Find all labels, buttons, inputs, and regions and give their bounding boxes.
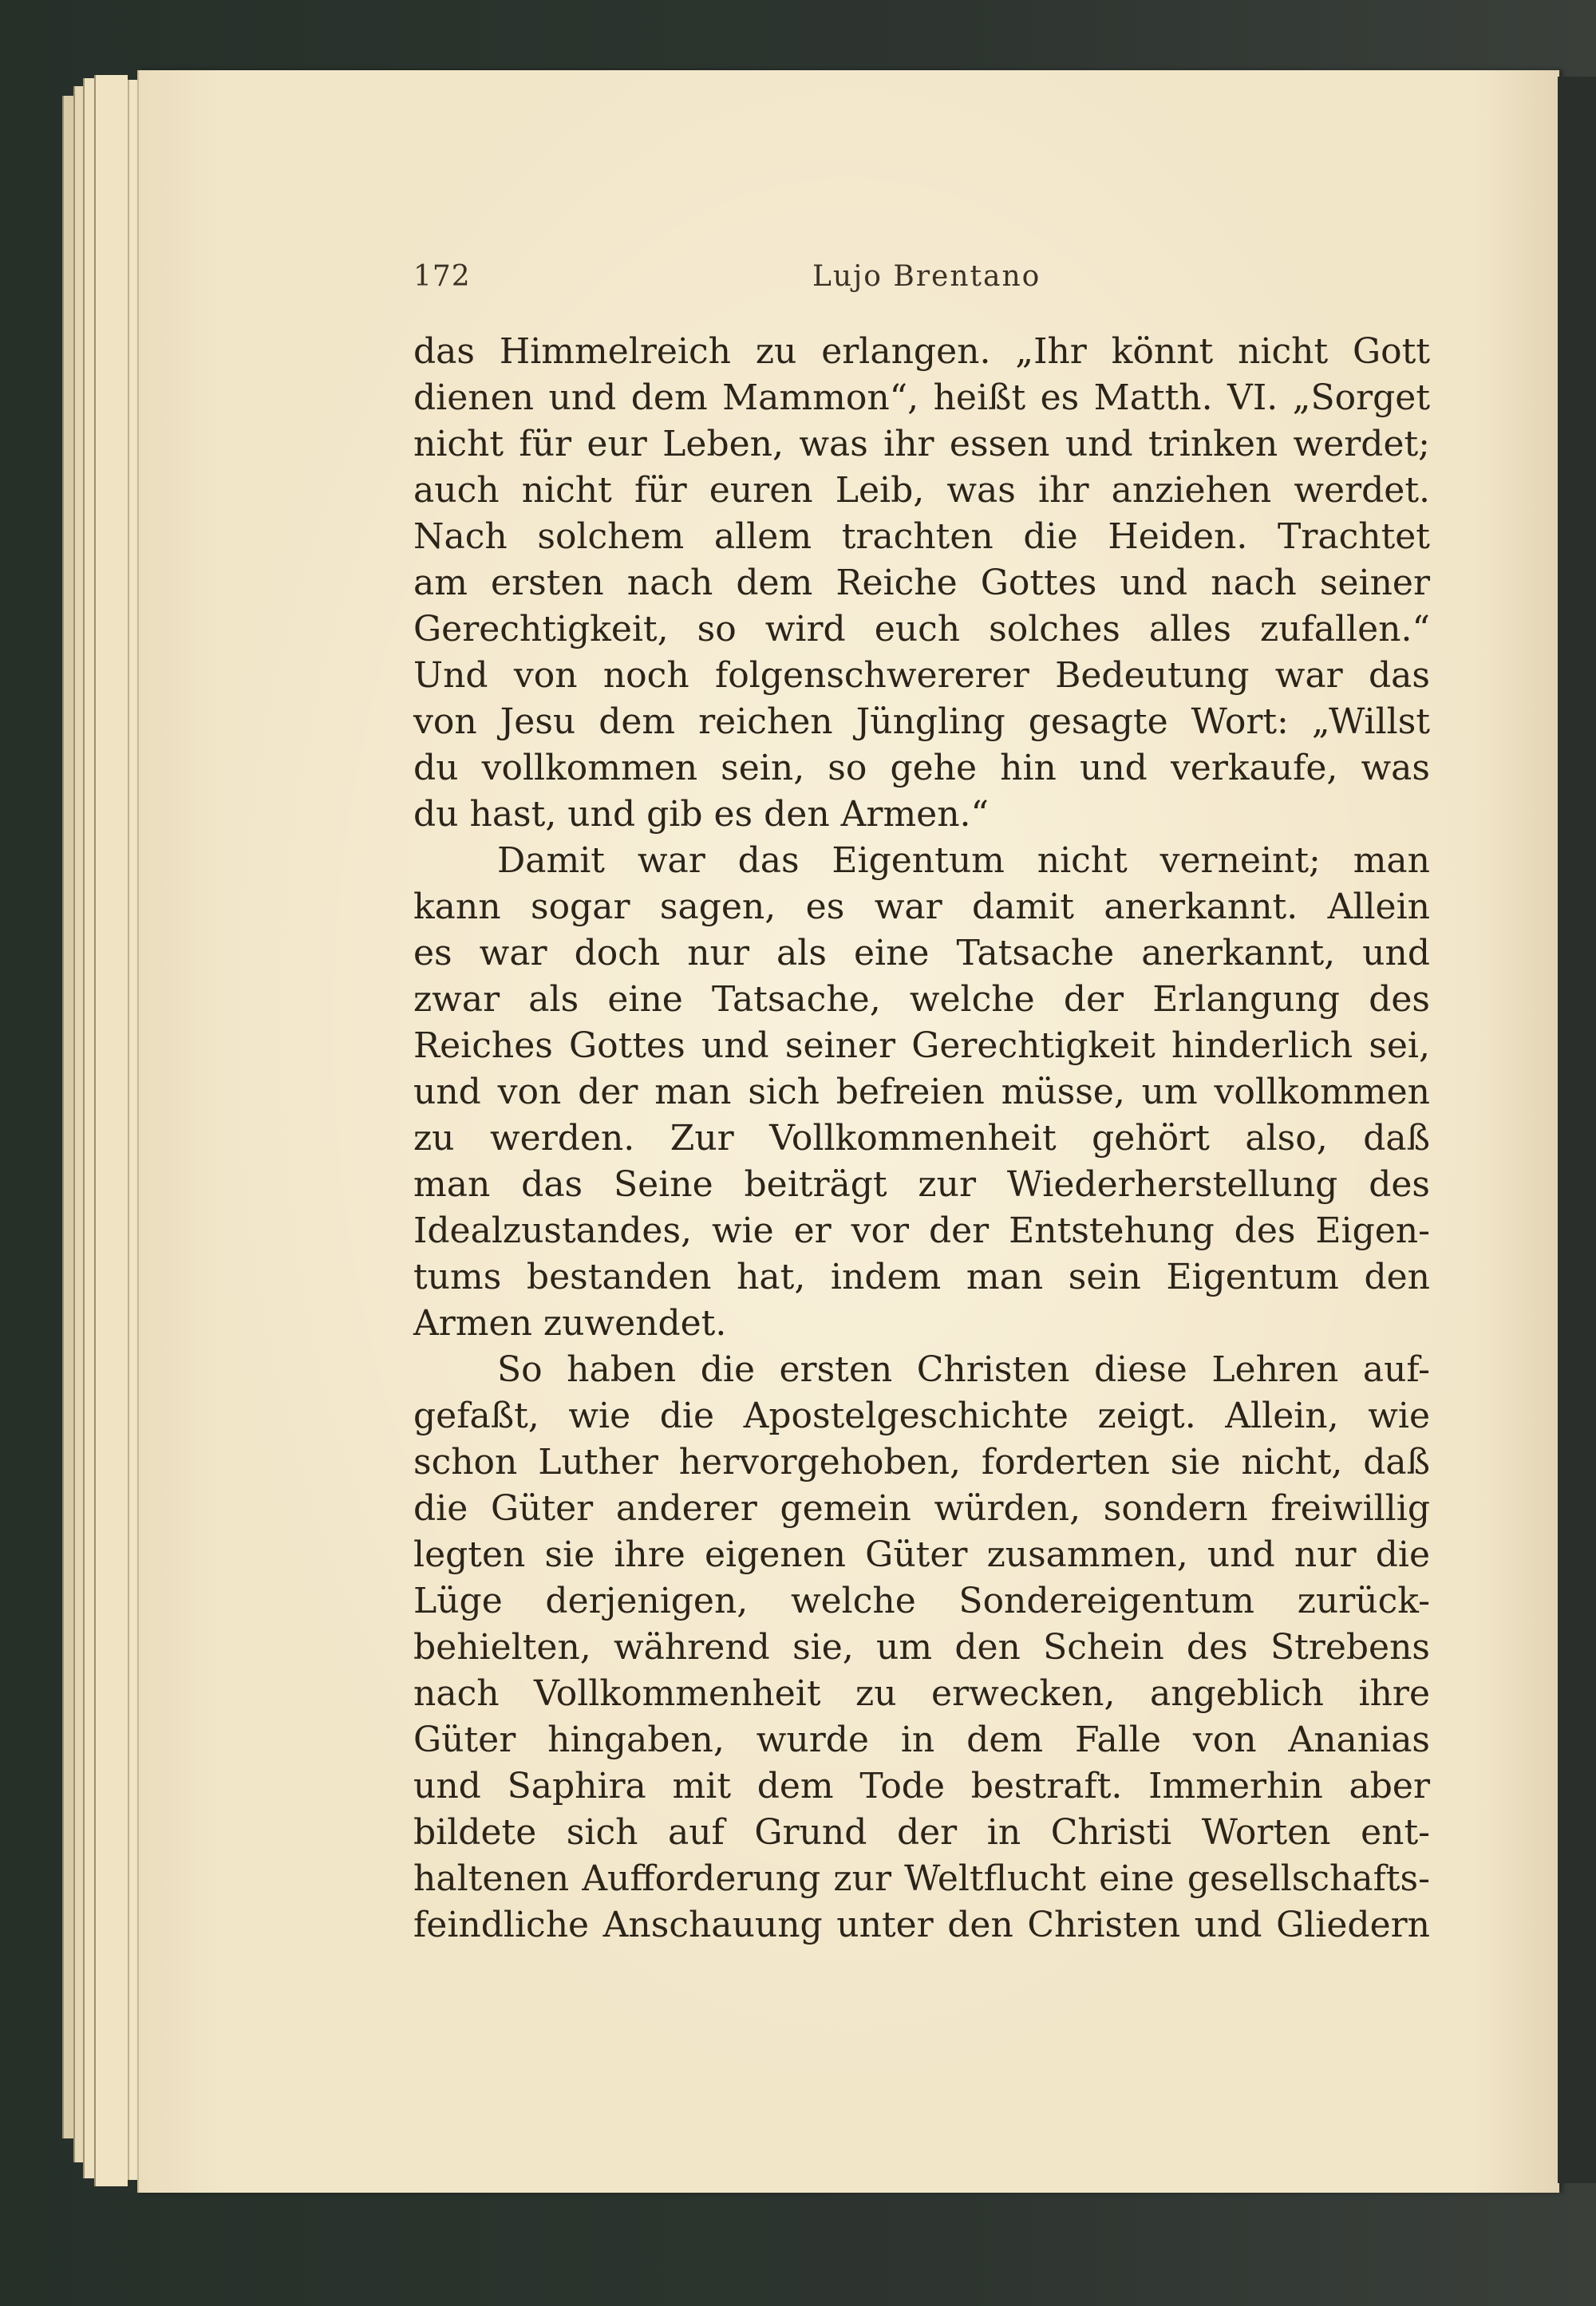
- text-line: legten sie ihre eigenen Güter zusammen, und nur die: [413, 1534, 1430, 1575]
- text-line: dienen und dem Mammon“, heißt es Matth. VI. „Sorget: [413, 377, 1430, 418]
- text-line: Nach solchem allem trachten die Heiden. Trachtet: [413, 516, 1430, 557]
- page-number: 172: [413, 260, 471, 293]
- text-line: kann sogar sagen, es war damit anerkannt. Allein: [413, 886, 1430, 927]
- text-line: und Saphira mit dem Tode bestraft. Immerhin aber: [413, 1766, 1430, 1806]
- text-line: Idealzustandes, wie er vor der Entstehung des Eigen-: [413, 1210, 1430, 1251]
- text-line: Damit war das Eigentum nicht verneint; man: [497, 840, 1430, 881]
- text-line: Reiches Gottes und seiner Gerechtigkeit hinderlich sei,: [413, 1025, 1430, 1066]
- text-line: gefaßt, wie die Apostelgeschichte zeigt. Allein, wie: [413, 1396, 1430, 1436]
- text-line: nach Vollkommenheit zu erwecken, angeblich ihre: [413, 1673, 1430, 1714]
- text-line: behielten, während sie, um den Schein des Strebens: [413, 1627, 1430, 1668]
- text-line: von Jesu dem reichen Jüngling gesagte Wort: „Willst: [413, 701, 1430, 742]
- text-line: zu werden. Zur Vollkommenheit gehört also, daß: [413, 1118, 1430, 1159]
- text-line: am ersten nach dem Reiche Gottes und nach seiner: [413, 563, 1430, 603]
- text-line: auch nicht für euren Leib, was ihr anziehen werdet.: [413, 470, 1430, 511]
- text-line: feindliche Anschauung unter den Christen und Gliedern: [413, 1905, 1430, 1945]
- text-line: zwar als eine Tatsache, welche der Erlangung des: [413, 979, 1430, 1020]
- text-line: Armen zuwendet.: [413, 1303, 727, 1344]
- text-line: Lüge derjenigen, welche Sondereigentum zurück-: [413, 1581, 1430, 1621]
- text-line: Und von noch folgenschwererer Bedeutung war das: [413, 655, 1430, 696]
- text-line: tums bestanden hat, indem man sein Eigentum den: [413, 1257, 1430, 1297]
- scan-right-margin: [1558, 77, 1596, 2183]
- text-line: nicht für eur Leben, was ihr essen und trinken werdet;: [413, 424, 1430, 464]
- text-line: Gerechtigkeit, so wird euch solches alles zufallen.“: [413, 609, 1430, 650]
- text-line: So haben die ersten Christen diese Lehren auf-: [497, 1349, 1430, 1390]
- text-line: und von der man sich befreien müsse, um vollkommen: [413, 1072, 1430, 1112]
- text-line: bildete sich auf Grund der in Christi Worten ent-: [413, 1812, 1430, 1853]
- text-line: Güter hingaben, wurde in dem Falle von Ananias: [413, 1720, 1430, 1760]
- text-line: schon Luther hervorgehoben, forderten sie nicht, daß: [413, 1442, 1430, 1483]
- text-line: du vollkommen sein, so gehe hin und verkaufe, was: [413, 748, 1430, 788]
- text-line: es war doch nur als eine Tatsache anerkannt, und: [413, 933, 1430, 973]
- text-line: du hast, und gib es den Armen.“: [413, 794, 990, 835]
- page-header: [413, 260, 1435, 308]
- text-line: haltenen Aufforderung zur Weltflucht eine gesellschafts-: [413, 1858, 1430, 1899]
- running-head: Lujo Brentano: [812, 260, 1041, 293]
- body-text: [413, 329, 1430, 1949]
- text-line: man das Seine beiträgt zur Wiederherstellung des: [413, 1164, 1430, 1205]
- text-line: die Güter anderer gemein würden, sondern freiwillig: [413, 1488, 1430, 1529]
- text-line: das Himmelreich zu erlangen. „Ihr könnt nicht Gott: [413, 331, 1430, 372]
- page-edge: [94, 75, 128, 2186]
